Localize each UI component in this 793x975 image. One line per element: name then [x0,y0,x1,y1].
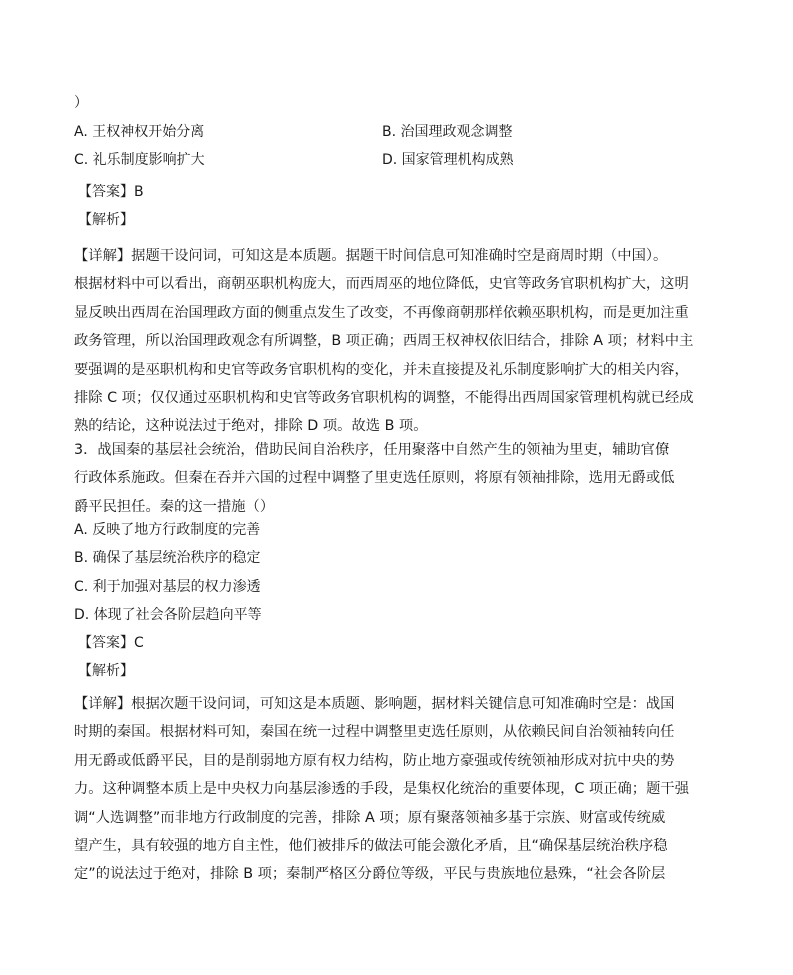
question-3-detail-line: 【详解】根据次题干设问词，可知这是本质题、影响题，据材料关键信息可知准确时空是：战国 [74,696,675,712]
question-3-stem-line: 爵平民担任。秦的这一措施（） [74,498,275,515]
question-2-detail-line: 排除 C 项；仅仅通过巫职机构和史官等政务官职机构的调整，不能得出西周国家管理机构就已经成 [74,390,694,407]
question-3-detail-line: 望产生，具有较强的地方自主性，他们被排斥的做法可能会激化矛盾，且“确保基层统治秩序稳 [74,838,668,855]
question-3-detail-line: 力。这种调整本质上是中央权力向基层渗透的手段，是集权化统治的重要体现，C 项正确；题干强 [74,781,689,798]
question-2-detail [74,242,694,441]
question-2-option-c: C. 礼乐制度影响扩大 [74,152,205,168]
question-3-option-d: D. 体现了社会各阶层趋向平等 [74,607,262,623]
question-3-detail-line: 定”的说法过于绝对，排除 B 项；秦制严格区分爵位等级，平民与贵族地位悬殊，“社会各阶层 [74,866,666,883]
question-2-detail-line: 熟的结论，这种说法过于绝对，排除 D 项。故选 B 项。 [74,418,428,435]
question-2-stem-tail: ） [74,95,88,111]
question-3-detail-line: 用无爵或低爵平民，目的是削弱地方原有权力结构，防止地方豪强或传统领袖形成对抗中央的势 [74,752,675,769]
question-3-stem-line: 3．战国秦的基层社会统治，借助民间自治秩序，任用聚落中自然产生的领袖为里吏，辅助官僚 [74,442,670,458]
question-3-answer: 【答案】C [78,635,144,651]
question-2-analysis-heading: 【解析】 [78,212,134,228]
question-3-detail-line: 调“人选调整”而非地方行政制度的完善，排除 A 项；原有聚落领袖多基于宗族、财富或传统威 [74,809,666,826]
question-3-analysis-heading: 【解析】 [78,663,134,679]
question-3-stem-line: 行政体系施政。但秦在吞并六国的过程中调整了里吏选任原则，将原有领袖排除，选用无爵或低 [74,470,675,487]
question-3-stem [74,436,674,521]
question-2-detail-line: 根据材料中可以看出，商朝巫职机构庞大，而西周巫的地位降低，史官等政务官职机构扩大，这明 [74,276,689,293]
question-3-detail [74,690,689,889]
question-2-detail-line: 显反映出西周在治国理政方面的侧重点发生了改变，不再像商朝那样依赖巫职机构，而是更加注重 [74,304,689,321]
question-2-option-d: D. 国家管理机构成熟 [382,152,514,168]
question-3-option-b: B. 确保了基层统治秩序的稳定 [74,550,261,566]
question-2-option-a: A. 王权神权开始分离 [74,124,205,140]
question-3-option-c: C. 利于加强对基层的权力渗透 [74,579,261,595]
question-2-answer: 【答案】B [78,184,144,200]
question-2-detail-line: 政务管理，所以治国理政观念有所调整，B 项正确；西周王权神权依旧结合，排除 A 项；材料中主 [74,333,694,350]
question-2-detail-line: 要强调的是巫职机构和史官等政务官职机构的变化，并未直接提及礼乐制度影响扩大的相关内容， [74,361,689,378]
question-3-option-a: A. 反映了地方行政制度的完善 [74,522,261,538]
question-3-detail-line: 时期的秦国。根据材料可知，秦国在统一过程中调整里吏选任原则，从依赖民间自治领袖转向任 [74,724,675,741]
question-2-detail-line: 【详解】据题干设问词，可知这是本质题。据题干时间信息可知准确时空是商周时期（中国）。 [74,248,668,264]
question-2-option-b: B. 治国理政观念调整 [382,124,513,140]
